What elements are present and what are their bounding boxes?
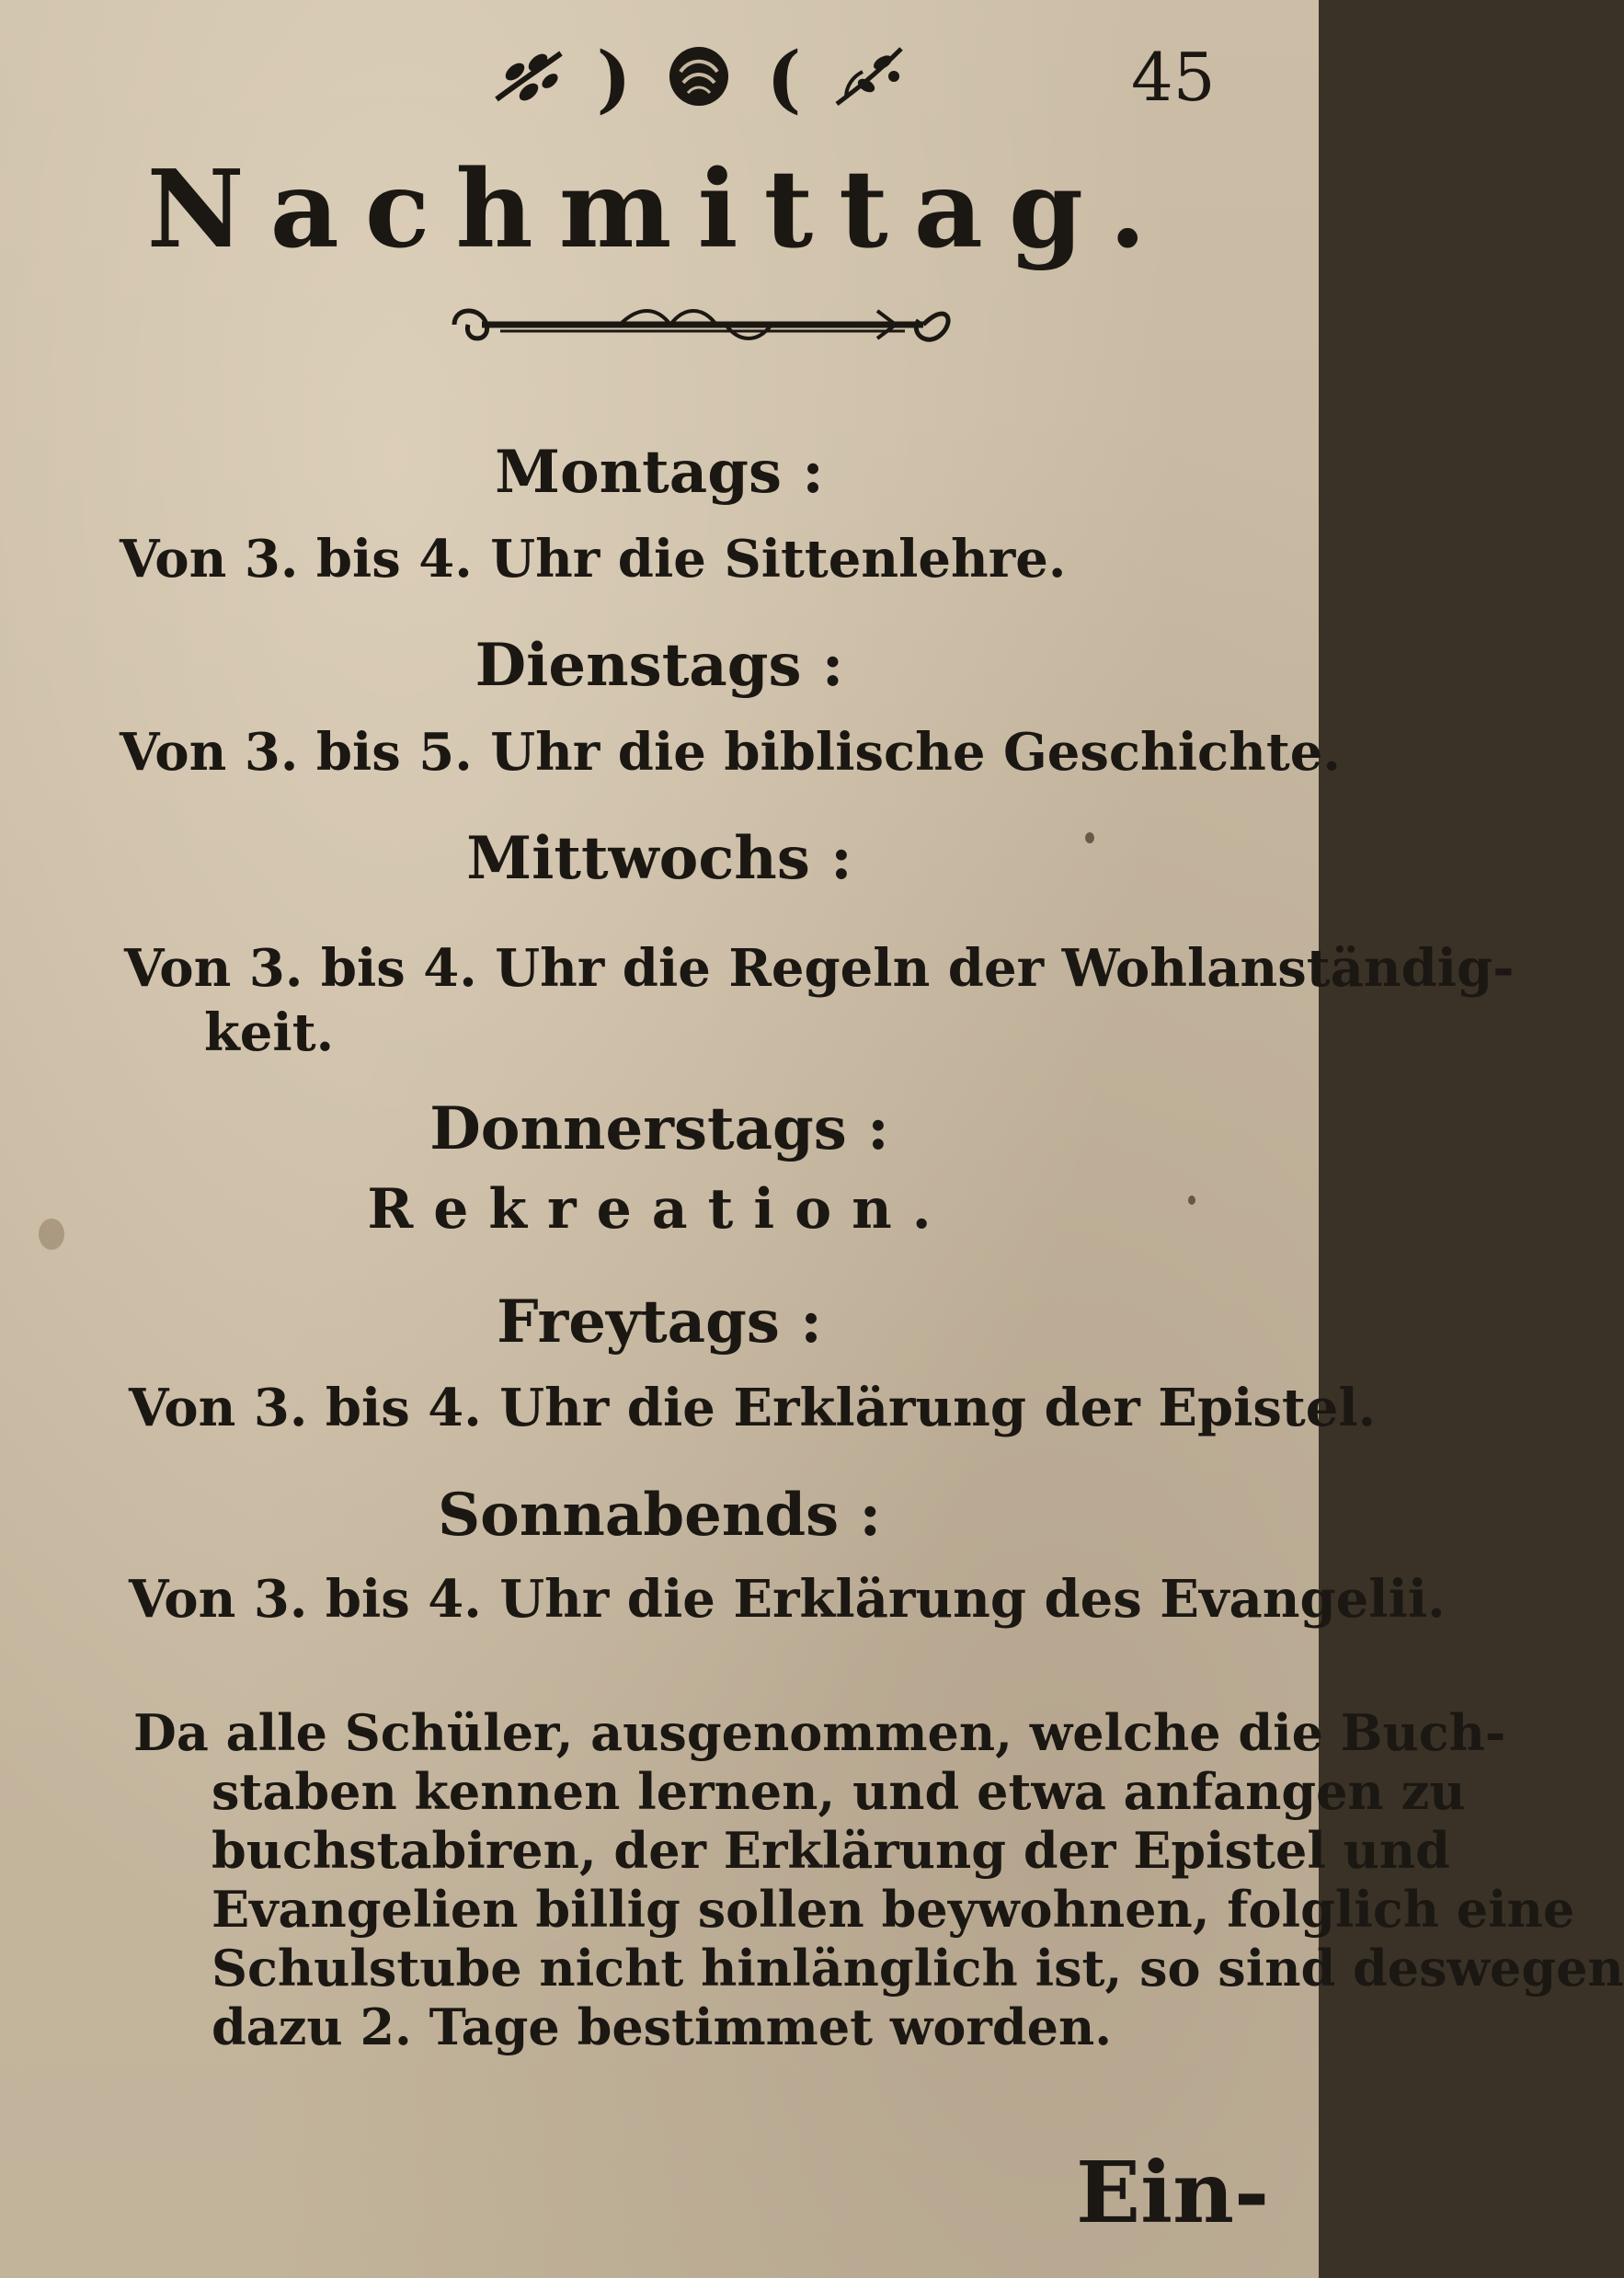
schedule-line-wednesday-cont: keit. [204, 1002, 335, 1063]
paragraph-line: Schulstube nicht hinlänglich ist, so sind deswegen [212, 1939, 1624, 1998]
left-paren: ) [596, 35, 632, 121]
day-heading-monday: Montags : [495, 438, 824, 507]
day-heading-thursday: Donnerstags : [429, 1094, 889, 1163]
schedule-line-wednesday: Von 3. bis 4. Uhr die Regeln der Wohlanständig- [124, 938, 1515, 999]
paragraph-line: staben kennen lernen, und etwa anfangen zu [212, 1762, 1466, 1821]
paragraph-line: dazu 2. Tage bestimmet worden. [212, 1998, 1113, 2056]
schedule-line-monday: Von 3. bis 4. Uhr die Sittenlehre. [120, 529, 1067, 590]
day-heading-wednesday: Mittwochs : [466, 824, 852, 893]
flower-sprig-icon [828, 35, 910, 121]
flower-sprig-icon [487, 35, 570, 121]
ornamental-rule [445, 292, 960, 357]
page-title: Nachmittag. [146, 147, 1172, 272]
right-paren: ( [766, 35, 802, 121]
schedule-line-friday: Von 3. bis 4. Uhr die Erklärung der Epistel. [129, 1378, 1377, 1438]
schedule-line-thursday: Rekreation. [367, 1177, 952, 1242]
day-heading-friday: Freytags : [497, 1288, 822, 1356]
schedule-line-tuesday: Von 3. bis 5. Uhr die biblische Geschichte. [120, 722, 1341, 783]
schedule-line-saturday: Von 3. bis 4. Uhr die Erklärung des Evangelii. [129, 1569, 1446, 1630]
rose-icon [658, 35, 740, 121]
day-heading-tuesday: Dienstags : [475, 631, 844, 700]
day-heading-saturday: Sonnabends : [437, 1481, 882, 1550]
paragraph-line: Evangelien billig sollen beywohnen, folglich eine [212, 1880, 1575, 1939]
paragraph-line: Da alle Schüler, ausgenommen, welche die Buch- [133, 1703, 1506, 1762]
paragraph-line: buchstabiren, der Erklärung der Epistel und [212, 1821, 1450, 1880]
catchword: Ein- [1076, 2143, 1270, 2242]
page-number: 45 [1131, 39, 1216, 116]
header-ornament [487, 28, 910, 129]
